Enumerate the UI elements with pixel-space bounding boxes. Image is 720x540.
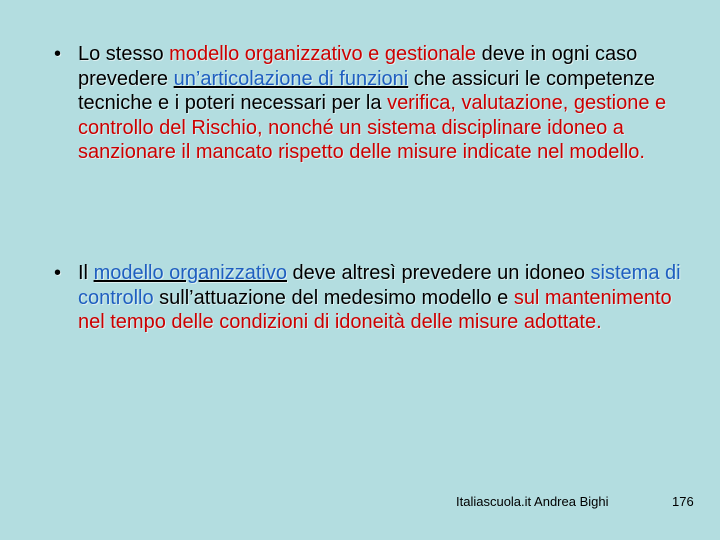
bullet-item-2 [54,261,694,335]
highlight-blue-text: sistema di controllo [78,262,681,309]
bullet-marker: • [54,262,62,284]
text-segment: che assicuri le competenze tecniche e i poteri necessari per la [78,67,656,114]
highlight-red-text: modello organizzativo e gestionale [169,43,477,65]
text-segment: Lo stesso [78,43,170,65]
highlight-red-text: sul mantenimento nel tempo delle condizioni di idoneità delle misure adottate. [78,286,672,333]
underlined-blue-link-text: un’articolazione di funzioni [173,67,409,90]
bullet-text-2 [78,261,694,335]
text-segment: deve altresì prevedere un idoneo [287,262,591,284]
bullet-marker: • [54,43,62,65]
bullet-text-1 [78,42,694,165]
bullet-item-1 [54,42,694,165]
page-number: 176 [672,494,694,509]
underlined-blue-link-text: modello organizzativo [93,262,287,284]
text-segment: sull’attuazione del medesimo modello e [153,286,514,309]
text-segment: deve in ogni caso prevedere [78,43,638,90]
footer-text: Italiascuola.it Andrea Bighi [456,494,609,509]
highlight-red-text: verifica, valutazione, gestione e controllo del Rischio, nonché un sistema disciplinare idoneo a sanzionare il mancato rispetto delle misure indicate nel modello. [78,92,667,163]
text-segment: Il [78,262,94,284]
